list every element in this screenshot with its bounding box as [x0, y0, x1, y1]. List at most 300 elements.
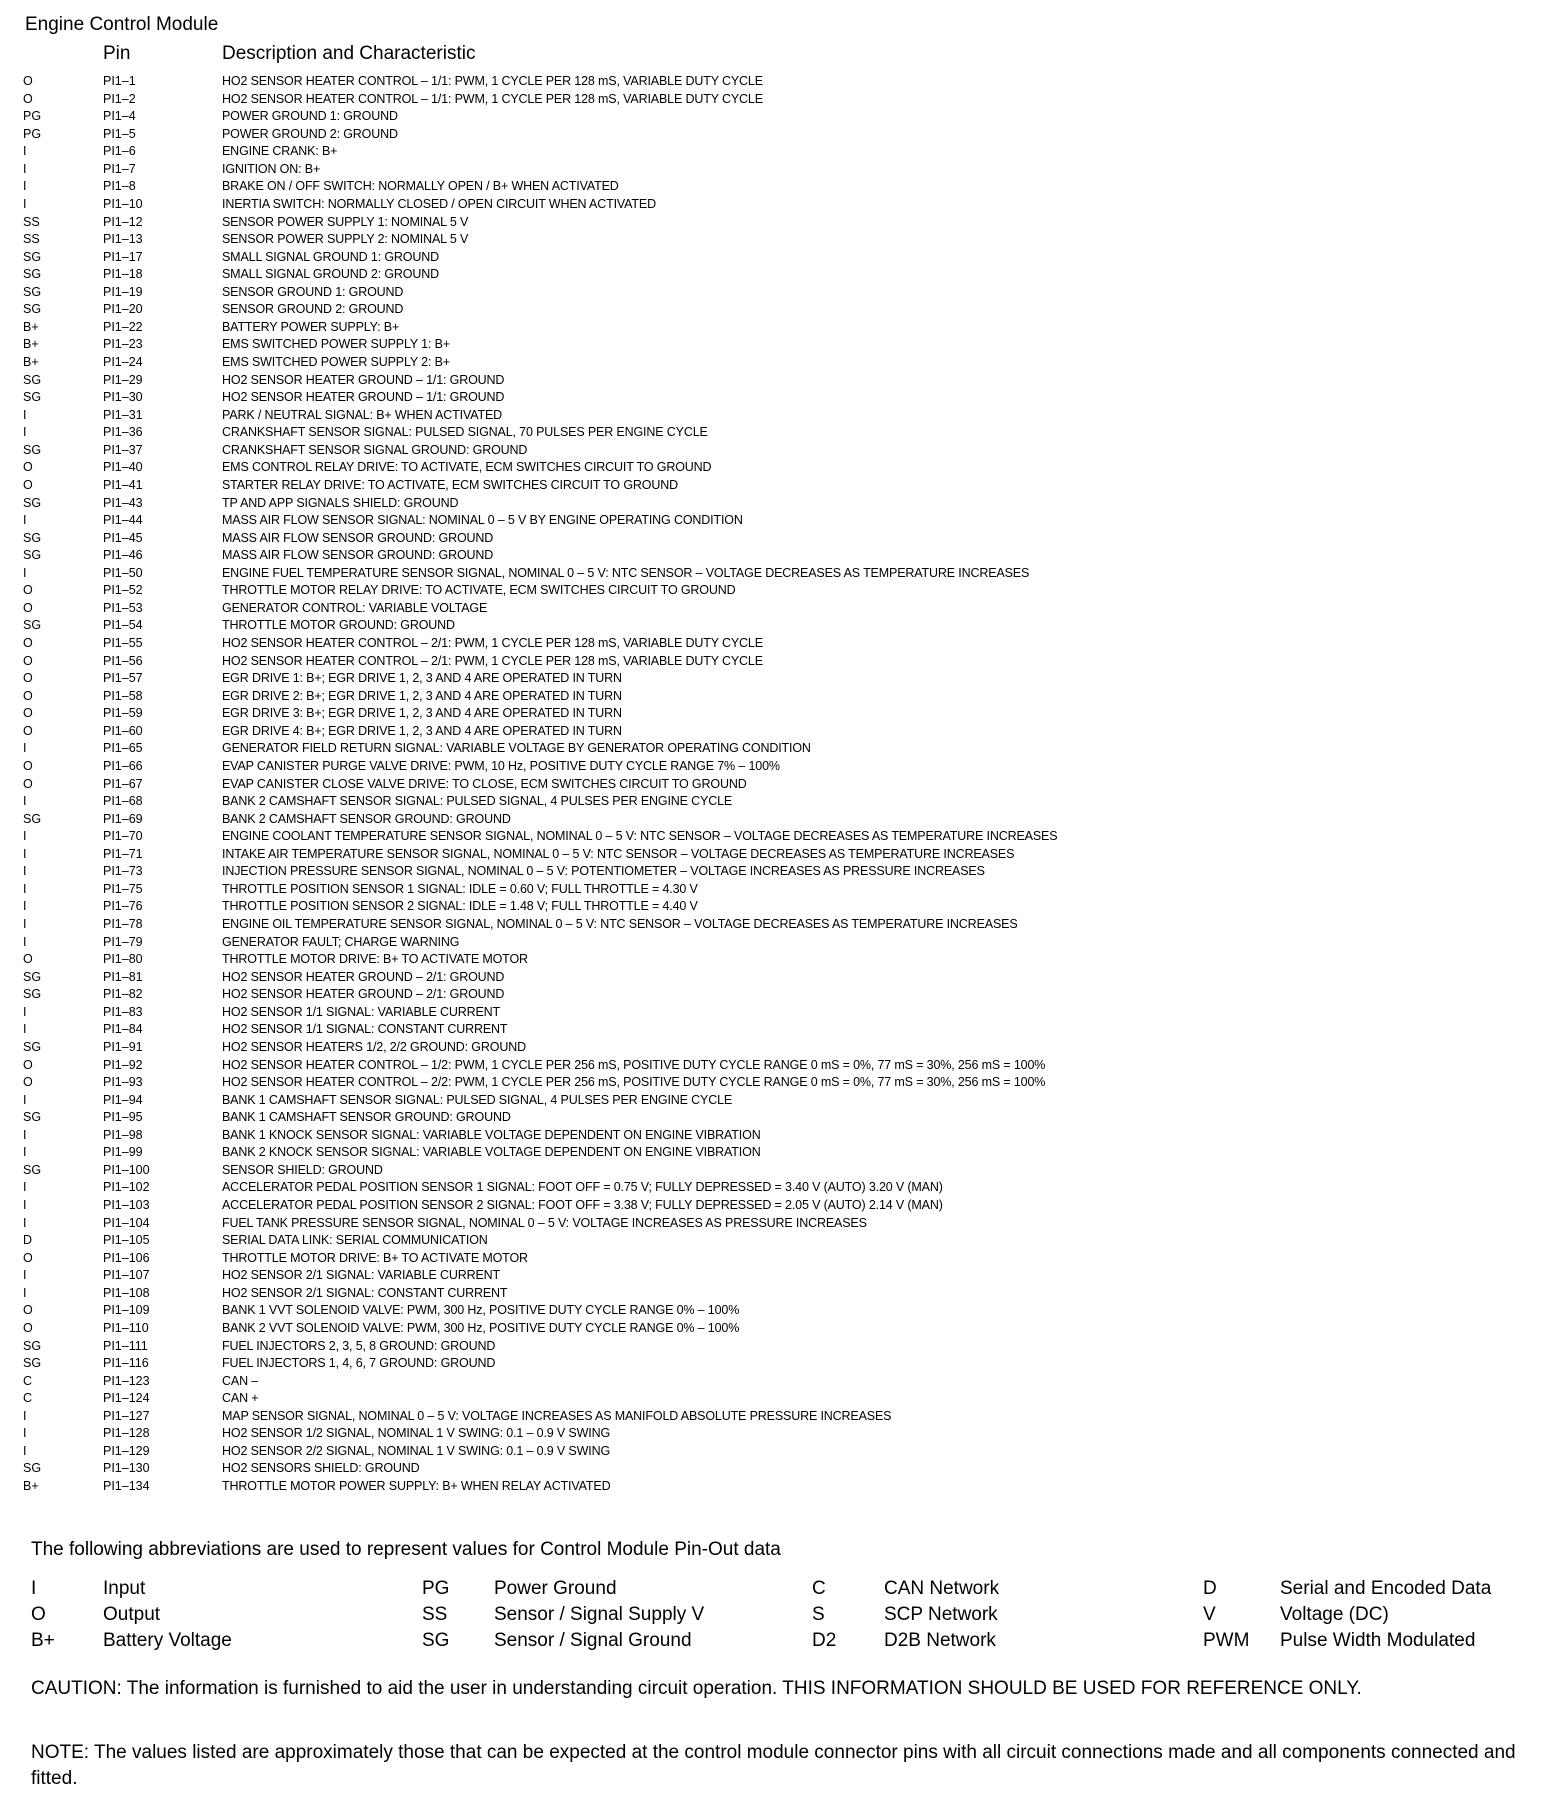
pin-type-cell: I [23, 1180, 27, 1195]
pin-description-cell: HO2 SENSOR HEATERS 1/2, 2/2 GROUND: GROUND [222, 1039, 526, 1054]
abbreviation-code: V [1203, 1604, 1216, 1625]
table-row [0, 1443, 1568, 1461]
pin-type-cell: SG [23, 1110, 42, 1125]
pin-description-cell: BATTERY POWER SUPPLY: B+ [222, 319, 400, 334]
pin-description-cell: ENGINE OIL TEMPERATURE SENSOR SIGNAL, NOMINAL 0 – 5 V: NTC SENSOR – VOLTAGE DECREASES AS TEMPERATURE INCREASES [222, 917, 1018, 931]
pin-type-cell: I [23, 1022, 27, 1037]
pin-type-cell: SG [23, 969, 42, 984]
table-row [0, 951, 1568, 969]
abbreviation-code: B+ [31, 1630, 55, 1651]
abbreviation-meaning: Voltage (DC) [1280, 1604, 1389, 1625]
pin-type-cell: SG [23, 390, 42, 405]
table-row [0, 1302, 1568, 1320]
pin-type-cell: O [23, 1320, 33, 1335]
abbreviation-code: D [1203, 1578, 1217, 1599]
abbreviation-code: PG [422, 1578, 450, 1599]
table-row [0, 898, 1568, 916]
pin-description-cell: THROTTLE POSITION SENSOR 1 SIGNAL: IDLE = 0.60 V; FULL THROTTLE = 4.30 V [222, 881, 698, 896]
table-row [0, 758, 1568, 776]
table-row [0, 249, 1568, 267]
pin-description-cell: SENSOR POWER SUPPLY 2: NOMINAL 5 V [222, 232, 469, 247]
pin-number-cell: PI1–10 [103, 196, 143, 211]
pin-type-cell: I [23, 829, 27, 844]
pin-number-cell: PI1–29 [103, 372, 143, 387]
table-row [0, 740, 1568, 758]
pin-number-cell: PI1–76 [103, 899, 143, 914]
table-row [0, 1373, 1568, 1391]
abbreviation-code: C [812, 1578, 826, 1599]
pin-type-cell: I [23, 513, 27, 528]
pin-number-cell: PI1–18 [103, 267, 143, 282]
pin-type-cell: O [23, 723, 33, 738]
pin-description-cell: SERIAL DATA LINK: SERIAL COMMUNICATION [222, 1233, 488, 1248]
pin-description-cell: HO2 SENSOR HEATER GROUND – 1/1: GROUND [222, 372, 505, 387]
pin-number-cell: PI1–128 [103, 1426, 150, 1441]
table-row [0, 424, 1568, 442]
pin-description-cell: THROTTLE MOTOR RELAY DRIVE: TO ACTIVATE, ECM SWITCHES CIRCUIT TO GROUND [222, 583, 736, 598]
pin-type-cell: O [23, 600, 33, 615]
pin-type-cell: SG [23, 495, 42, 510]
pin-type-cell: I [23, 196, 27, 211]
pin-number-cell: PI1–37 [103, 442, 143, 457]
pin-type-cell: SG [23, 267, 42, 282]
pin-description-cell: BANK 2 VVT SOLENOID VALVE: PWM, 300 Hz, POSITIVE DUTY CYCLE RANGE 0% – 100% [222, 1320, 740, 1335]
pin-type-cell: O [23, 671, 33, 686]
pin-type-cell: I [23, 1004, 27, 1019]
pin-type-cell: O [23, 1075, 33, 1090]
pin-type-cell: I [23, 1198, 27, 1212]
pin-type-cell: I [23, 864, 27, 879]
abbreviation-meaning: Serial and Encoded Data [1280, 1578, 1492, 1599]
pin-number-cell: PI1–94 [103, 1092, 143, 1107]
pin-type-cell: I [23, 425, 27, 440]
pin-number-cell: PI1–66 [103, 758, 143, 773]
pin-number-cell: PI1–23 [103, 337, 143, 352]
pin-type-cell: O [23, 1250, 33, 1265]
abbreviation-meaning: Sensor / Signal Supply V [494, 1604, 705, 1625]
pin-description-cell: HO2 SENSOR HEATER CONTROL – 1/1: PWM, 1 CYCLE PER 128 mS, VARIABLE DUTY CYCLE [222, 91, 763, 106]
pin-description-cell: INJECTION PRESSURE SENSOR SIGNAL, NOMINAL 0 – 5 V: POTENTIOMETER – VOLTAGE INCREASES AS PRESSURE INCREASES [222, 864, 985, 879]
pin-type-cell: O [23, 1057, 33, 1072]
pin-type-cell: I [23, 846, 27, 861]
table-row [0, 1197, 1568, 1215]
table-row [0, 670, 1568, 688]
table-row [0, 1338, 1568, 1356]
pin-number-cell: PI1–19 [103, 284, 143, 299]
pin-description-cell: CAN + [222, 1391, 259, 1406]
table-row [0, 547, 1568, 565]
pin-type-cell: I [23, 1408, 27, 1423]
table-row [0, 1162, 1568, 1180]
table-row [0, 1057, 1568, 1075]
pin-description-cell: BRAKE ON / OFF SWITCH: NORMALLY OPEN / B+ WHEN ACTIVATED [222, 179, 619, 194]
pin-type-cell: I [23, 1215, 27, 1230]
pin-number-cell: PI1–99 [103, 1145, 143, 1160]
pin-type-cell: B+ [23, 355, 39, 369]
table-row [0, 442, 1568, 460]
pin-description-cell: HO2 SENSOR HEATER CONTROL – 2/2: PWM, 1 CYCLE PER 256 mS, POSITIVE DUTY CYCLE RANGE 0 mS = 0%, 77 mS = 30%, 256 mS = 100% [222, 1075, 1046, 1090]
pin-number-cell: PI1–45 [103, 530, 143, 545]
pin-description-cell: ENGINE COOLANT TEMPERATURE SENSOR SIGNAL, NOMINAL 0 – 5 V: NTC SENSOR – VOLTAGE DECREASES AS TEMPERATURE INCREASES [222, 829, 1058, 844]
pin-type-cell: O [23, 583, 33, 598]
pin-description-cell: SMALL SIGNAL GROUND 1: GROUND [222, 249, 439, 264]
table-row [0, 1039, 1568, 1057]
pin-type-cell: C [23, 1391, 33, 1406]
pin-description-cell: EGR DRIVE 2: B+; EGR DRIVE 1, 2, 3 AND 4 ARE OPERATED IN TURN [222, 688, 622, 703]
pin-number-cell: PI1–24 [103, 355, 143, 369]
pin-number-cell: PI1–92 [103, 1057, 143, 1072]
pin-description-cell: STARTER RELAY DRIVE: TO ACTIVATE, ECM SWITCHES CIRCUIT TO GROUND [222, 477, 678, 492]
pin-type-cell: I [23, 1285, 27, 1300]
table-row [0, 108, 1568, 126]
table-row [0, 986, 1568, 1004]
pin-number-cell: PI1–65 [103, 741, 143, 756]
pin-description-cell: SENSOR POWER SUPPLY 1: NOMINAL 5 V [222, 214, 469, 229]
table-row [0, 372, 1568, 390]
pin-description-cell: SENSOR SHIELD: GROUND [222, 1162, 383, 1177]
pin-type-cell: I [23, 741, 27, 756]
pin-description-cell: MASS AIR FLOW SENSOR SIGNAL: NOMINAL 0 – 5 V BY ENGINE OPERATING CONDITION [222, 513, 743, 528]
table-row [0, 354, 1568, 372]
pin-description-cell: POWER GROUND 2: GROUND [222, 126, 398, 141]
pin-number-cell: PI1–108 [103, 1285, 150, 1300]
pin-number-cell: PI1–127 [103, 1408, 150, 1423]
table-row [0, 214, 1568, 232]
pin-number-cell: PI1–36 [103, 425, 143, 440]
pin-description-cell: HO2 SENSOR 1/1 SIGNAL: CONSTANT CURRENT [222, 1022, 508, 1037]
table-row [0, 723, 1568, 741]
pin-type-cell: O [23, 460, 33, 475]
table-row [0, 1004, 1568, 1022]
table-row [0, 161, 1568, 179]
pin-description-cell: HO2 SENSOR HEATER GROUND – 2/1: GROUND [222, 969, 505, 984]
pin-number-cell: PI1–40 [103, 460, 143, 475]
table-row [0, 635, 1568, 653]
table-row [0, 196, 1568, 214]
pin-number-cell: PI1–55 [103, 636, 143, 650]
pin-description-cell: EGR DRIVE 4: B+; EGR DRIVE 1, 2, 3 AND 4 ARE OPERATED IN TURN [222, 723, 622, 738]
caution-text: CAUTION: The information is furnished to aid the user in understanding circuit operation. THIS INFORMATION SHOULD BE USED FOR REFERENCE ONLY. [31, 1678, 1362, 1699]
pin-number-cell: PI1–91 [103, 1039, 143, 1054]
table-row [0, 828, 1568, 846]
table-row [0, 1267, 1568, 1285]
pin-number-cell: PI1–7 [103, 161, 136, 176]
table-row [0, 73, 1568, 91]
pin-number-cell: PI1–8 [103, 179, 136, 194]
pin-description-cell: BANK 2 KNOCK SENSOR SIGNAL: VARIABLE VOLTAGE DEPENDENT ON ENGINE VIBRATION [222, 1145, 761, 1160]
pin-type-cell: O [23, 636, 33, 650]
pin-type-cell: SG [23, 530, 42, 545]
pin-type-cell: O [23, 776, 33, 791]
pin-type-cell: I [23, 934, 27, 949]
pin-type-cell: SG [23, 249, 42, 264]
pin-description-cell: HO2 SENSOR 2/1 SIGNAL: VARIABLE CURRENT [222, 1268, 501, 1283]
pin-table [0, 73, 1568, 1496]
table-row [0, 178, 1568, 196]
pin-description-cell: HO2 SENSOR HEATER CONTROL – 1/2: PWM, 1 CYCLE PER 256 mS, POSITIVE DUTY CYCLE RANGE 0 mS = 0%, 77 mS = 30%, 256 mS = 100% [222, 1057, 1046, 1072]
table-row [0, 1425, 1568, 1443]
pin-number-cell: PI1–84 [103, 1022, 143, 1037]
table-row [0, 1285, 1568, 1303]
pin-number-cell: PI1–56 [103, 653, 143, 668]
table-row [0, 1179, 1568, 1197]
abbreviation-meaning: Output [103, 1604, 161, 1625]
table-row [0, 336, 1568, 354]
pin-type-cell: SG [23, 548, 42, 563]
pin-description-cell: EGR DRIVE 3: B+; EGR DRIVE 1, 2, 3 AND 4 ARE OPERATED IN TURN [222, 706, 622, 721]
table-row [0, 1092, 1568, 1110]
table-row [0, 617, 1568, 635]
pin-number-cell: PI1–4 [103, 109, 136, 124]
abbreviation-meaning: Input [103, 1578, 146, 1599]
pin-description-cell: FUEL INJECTORS 1, 4, 6, 7 GROUND: GROUND [222, 1356, 496, 1371]
pin-description-cell: BANK 1 CAMSHAFT SENSOR SIGNAL: PULSED SIGNAL, 4 PULSES PER ENGINE CYCLE [222, 1092, 733, 1107]
pin-description-cell: INERTIA SWITCH: NORMALLY CLOSED / OPEN CIRCUIT WHEN ACTIVATED [222, 196, 656, 211]
pin-number-cell: PI1–93 [103, 1075, 143, 1090]
pin-type-cell: O [23, 477, 33, 492]
pin-description-cell: GENERATOR FIELD RETURN SIGNAL: VARIABLE VOLTAGE BY GENERATOR OPERATING CONDITION [222, 741, 811, 756]
table-row [0, 495, 1568, 513]
table-row [0, 1109, 1568, 1127]
pin-type-cell: SG [23, 442, 42, 457]
pin-description-cell: THROTTLE MOTOR POWER SUPPLY: B+ WHEN RELAY ACTIVATED [222, 1479, 611, 1493]
pin-description-cell: GENERATOR CONTROL: VARIABLE VOLTAGE [222, 600, 488, 615]
table-row [0, 863, 1568, 881]
pin-type-cell: SS [23, 214, 40, 229]
pin-description-cell: THROTTLE MOTOR DRIVE: B+ TO ACTIVATE MOTOR [222, 952, 528, 967]
table-row [0, 653, 1568, 671]
abbreviation-meaning: SCP Network [884, 1604, 998, 1625]
page-title: Engine Control Module [25, 14, 219, 35]
table-row [0, 389, 1568, 407]
pin-type-cell: B+ [23, 319, 39, 334]
pin-type-cell: I [23, 407, 27, 422]
pin-type-cell: I [23, 1426, 27, 1441]
pin-description-cell: ACCELERATOR PEDAL POSITION SENSOR 1 SIGNAL: FOOT OFF = 0.75 V; FULLY DEPRESSED = 3.40 V (AUTO) 3.20 V (MAN) [222, 1180, 943, 1195]
table-row [0, 477, 1568, 495]
abbreviation-code: SG [422, 1630, 450, 1651]
pin-description-cell: EMS SWITCHED POWER SUPPLY 1: B+ [222, 337, 450, 352]
pin-type-cell: I [23, 1145, 27, 1160]
pin-description-cell: EMS CONTROL RELAY DRIVE: TO ACTIVATE, ECM SWITCHES CIRCUIT TO GROUND [222, 460, 712, 475]
table-row [0, 143, 1568, 161]
pin-description-cell: HO2 SENSOR HEATER CONTROL – 2/1: PWM, 1 CYCLE PER 128 mS, VARIABLE DUTY CYCLE [222, 653, 763, 668]
table-row [0, 407, 1568, 425]
description-column-header: Description and Characteristic [222, 43, 476, 64]
pin-number-cell: PI1–124 [103, 1391, 150, 1406]
pin-type-cell: SG [23, 1338, 42, 1353]
table-row [0, 1074, 1568, 1092]
pin-number-cell: PI1–53 [103, 600, 143, 615]
pin-number-cell: PI1–44 [103, 513, 143, 528]
pin-type-cell: I [23, 1268, 27, 1283]
pin-description-cell: POWER GROUND 1: GROUND [222, 109, 398, 124]
pin-number-cell: PI1–82 [103, 987, 143, 1002]
pin-number-cell: PI1–30 [103, 390, 143, 405]
pin-description-cell: HO2 SENSOR HEATER CONTROL – 1/1: PWM, 1 CYCLE PER 128 mS, VARIABLE DUTY CYCLE [222, 74, 763, 88]
pin-description-cell: HO2 SENSOR 1/1 SIGNAL: VARIABLE CURRENT [222, 1004, 501, 1019]
pin-description-cell: THROTTLE MOTOR DRIVE: B+ TO ACTIVATE MOTOR [222, 1250, 528, 1265]
pin-type-cell: C [23, 1373, 33, 1388]
table-row [0, 846, 1568, 864]
pin-number-cell: PI1–54 [103, 618, 143, 633]
pin-number-cell: PI1–41 [103, 477, 143, 492]
pin-type-cell: SG [23, 987, 42, 1002]
pin-number-cell: PI1–111 [103, 1338, 148, 1353]
table-row [0, 582, 1568, 600]
pin-number-cell: PI1–31 [103, 407, 143, 422]
pin-type-cell: I [23, 794, 27, 809]
pin-type-cell: O [23, 1303, 33, 1318]
abbreviations-intro: The following abbreviations are used to represent values for Control Module Pin-Out data [31, 1539, 781, 1560]
pin-description-cell: SENSOR GROUND 1: GROUND [222, 284, 404, 299]
pin-type-cell: SS [23, 232, 40, 247]
pin-description-cell: BANK 1 KNOCK SENSOR SIGNAL: VARIABLE VOLTAGE DEPENDENT ON ENGINE VIBRATION [222, 1127, 761, 1142]
pin-type-cell: B+ [23, 337, 39, 352]
pin-description-cell: MASS AIR FLOW SENSOR GROUND: GROUND [222, 530, 494, 545]
pin-number-cell: PI1–104 [103, 1215, 150, 1230]
table-row [0, 1390, 1568, 1408]
table-row [0, 600, 1568, 618]
pin-description-cell: CRANKSHAFT SENSOR SIGNAL GROUND: GROUND [222, 442, 528, 457]
table-row [0, 1250, 1568, 1268]
pin-description-cell: BANK 2 CAMSHAFT SENSOR GROUND: GROUND [222, 811, 511, 826]
pin-type-cell: PG [23, 109, 42, 124]
pin-description-cell: EVAP CANISTER PURGE VALVE DRIVE: PWM, 10 Hz, POSITIVE DUTY CYCLE RANGE 7% – 100% [222, 758, 780, 773]
abbreviation-code: D2 [812, 1630, 837, 1651]
pin-description-cell: IGNITION ON: B+ [222, 161, 321, 176]
pin-number-cell: PI1–2 [103, 91, 136, 106]
table-row [0, 811, 1568, 829]
pin-description-cell: HO2 SENSOR 2/2 SIGNAL, NOMINAL 1 V SWING: 0.1 – 0.9 V SWING [222, 1443, 611, 1458]
table-row [0, 934, 1568, 952]
abbreviation-meaning: Power Ground [494, 1578, 617, 1599]
pin-type-cell: I [23, 161, 27, 176]
table-row [0, 1127, 1568, 1145]
pin-type-cell: SG [23, 1356, 42, 1371]
abbreviation-code: O [31, 1604, 46, 1625]
pin-description-cell: CRANKSHAFT SENSOR SIGNAL: PULSED SIGNAL, 70 PULSES PER ENGINE CYCLE [222, 425, 708, 440]
pin-type-cell: PG [23, 126, 42, 141]
pin-column-header: Pin [103, 43, 131, 64]
table-row [0, 266, 1568, 284]
abbreviation-meaning: Sensor / Signal Ground [494, 1630, 692, 1651]
table-row [0, 1478, 1568, 1496]
abbreviation-meaning: Pulse Width Modulated [1280, 1630, 1476, 1651]
pin-number-cell: PI1–70 [103, 829, 143, 844]
pin-type-cell: I [23, 565, 27, 580]
pin-description-cell: FUEL TANK PRESSURE SENSOR SIGNAL, NOMINAL 0 – 5 V: VOLTAGE INCREASES AS PRESSURE INCREASES [222, 1215, 867, 1230]
pin-type-cell: O [23, 74, 33, 88]
pin-number-cell: PI1–78 [103, 917, 143, 931]
pin-type-cell: SG [23, 302, 42, 317]
table-row [0, 1144, 1568, 1162]
abbreviation-code: S [812, 1604, 825, 1625]
pin-description-cell: MAP SENSOR SIGNAL, NOMINAL 0 – 5 V: VOLTAGE INCREASES AS MANIFOLD ABSOLUTE PRESSURE INCREASES [222, 1408, 892, 1423]
pin-number-cell: PI1–110 [103, 1320, 149, 1335]
pin-description-cell: CAN – [222, 1373, 259, 1388]
table-row [0, 1021, 1568, 1039]
pin-number-cell: PI1–71 [103, 846, 143, 861]
abbreviation-meaning: CAN Network [884, 1578, 1000, 1599]
table-row [0, 776, 1568, 794]
pin-number-cell: PI1–129 [103, 1443, 150, 1458]
pin-type-cell: O [23, 952, 33, 967]
pin-description-cell: MASS AIR FLOW SENSOR GROUND: GROUND [222, 548, 494, 563]
pin-type-cell: SG [23, 618, 42, 633]
abbreviation-meaning: D2B Network [884, 1630, 996, 1651]
pin-number-cell: PI1–22 [103, 319, 143, 334]
pin-type-cell: SG [23, 811, 42, 826]
pin-type-cell: I [23, 881, 27, 896]
pin-number-cell: PI1–75 [103, 881, 143, 896]
pin-type-cell: SG [23, 1039, 42, 1054]
pin-number-cell: PI1–5 [103, 126, 136, 141]
pin-number-cell: PI1–100 [103, 1162, 150, 1177]
table-row [0, 1355, 1568, 1373]
pin-number-cell: PI1–57 [103, 671, 143, 686]
table-row [0, 530, 1568, 548]
pin-type-cell: I [23, 144, 27, 159]
pin-number-cell: PI1–59 [103, 706, 143, 721]
pin-number-cell: PI1–13 [103, 232, 143, 247]
table-row [0, 565, 1568, 583]
pin-description-cell: INTAKE AIR TEMPERATURE SENSOR SIGNAL, NOMINAL 0 – 5 V: NTC SENSOR – VOLTAGE DECREASES AS TEMPERATURE INCREASES [222, 846, 1015, 861]
pin-type-cell: D [23, 1233, 33, 1248]
pin-description-cell: THROTTLE MOTOR GROUND: GROUND [222, 618, 455, 633]
pin-number-cell: PI1–79 [103, 934, 143, 949]
table-row [0, 881, 1568, 899]
pin-description-cell: HO2 SENSOR 1/2 SIGNAL, NOMINAL 1 V SWING: 0.1 – 0.9 V SWING [222, 1426, 611, 1441]
pin-description-cell: EMS SWITCHED POWER SUPPLY 2: B+ [222, 355, 450, 369]
pin-number-cell: PI1–12 [103, 214, 143, 229]
pin-number-cell: PI1–73 [103, 864, 143, 879]
pin-number-cell: PI1–60 [103, 723, 143, 738]
pin-description-cell: SMALL SIGNAL GROUND 2: GROUND [222, 267, 439, 282]
pin-description-cell: ENGINE CRANK: B+ [222, 144, 338, 159]
pin-description-cell: BANK 1 VVT SOLENOID VALVE: PWM, 300 Hz, POSITIVE DUTY CYCLE RANGE 0% – 100% [222, 1303, 740, 1318]
pin-number-cell: PI1–69 [103, 811, 143, 826]
pin-type-cell: B+ [23, 1479, 39, 1493]
pin-number-cell: PI1–98 [103, 1127, 143, 1142]
table-row [0, 793, 1568, 811]
pin-description-cell: FUEL INJECTORS 2, 3, 5, 8 GROUND: GROUND [222, 1338, 496, 1353]
pin-number-cell: PI1–20 [103, 302, 143, 317]
pin-type-cell: I [23, 1443, 27, 1458]
pin-description-cell: HO2 SENSOR HEATER GROUND – 2/1: GROUND [222, 987, 505, 1002]
pin-number-cell: PI1–6 [103, 144, 136, 159]
pin-number-cell: PI1–116 [103, 1356, 149, 1371]
pin-number-cell: PI1–46 [103, 548, 143, 563]
pin-description-cell: EVAP CANISTER CLOSE VALVE DRIVE: TO CLOSE, ECM SWITCHES CIRCUIT TO GROUND [222, 776, 747, 791]
abbreviation-code: SS [422, 1604, 448, 1625]
pin-number-cell: PI1–83 [103, 1004, 143, 1019]
pin-type-cell: O [23, 758, 33, 773]
pin-description-cell: HO2 SENSOR 2/1 SIGNAL: CONSTANT CURRENT [222, 1285, 508, 1300]
pin-description-cell: GENERATOR FAULT; CHARGE WARNING [222, 934, 460, 949]
pin-type-cell: O [23, 706, 33, 721]
pin-type-cell: O [23, 91, 33, 106]
table-row [0, 126, 1568, 144]
table-row [0, 512, 1568, 530]
pin-number-cell: PI1–95 [103, 1110, 143, 1125]
pin-type-cell: I [23, 179, 27, 194]
pin-type-cell: SG [23, 372, 42, 387]
abbreviation-code: PWM [1203, 1630, 1250, 1651]
pin-number-cell: PI1–43 [103, 495, 143, 510]
pin-description-cell: HO2 SENSOR HEATER GROUND – 1/1: GROUND [222, 390, 505, 405]
table-row [0, 319, 1568, 337]
